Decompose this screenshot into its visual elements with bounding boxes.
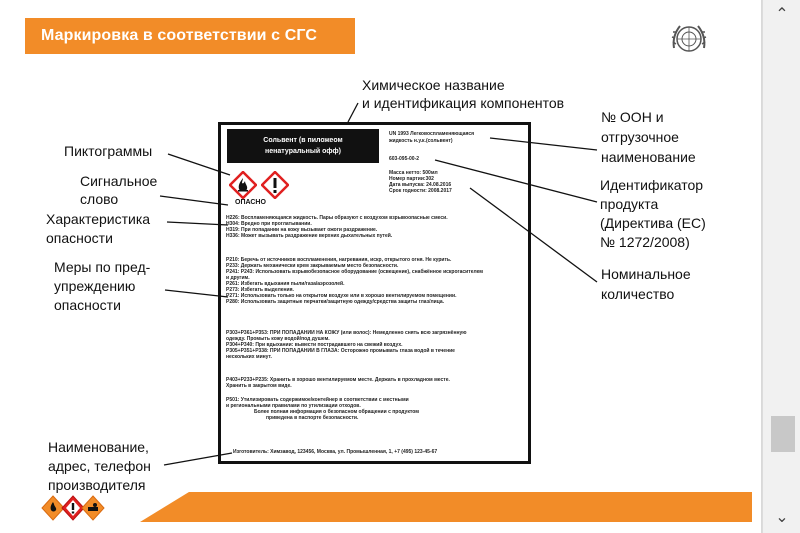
- label-nominal-1: Номинальное: [601, 266, 691, 282]
- precaution-line: и другим.: [226, 275, 250, 281]
- label-product-id-4: № 1272/2008): [600, 234, 690, 250]
- label-signal-word: ОПАСНО: [235, 199, 266, 206]
- label-nominal-2: Номер партии:302: [389, 176, 434, 182]
- label-chemical-name-2: и идентификация компонентов: [362, 95, 565, 111]
- ghs-sample-label: [218, 122, 531, 464]
- label-product-id-1: Идентификатор: [600, 177, 704, 193]
- label-manufacturer-2: адрес, телефон: [48, 458, 151, 474]
- label-precaution-block-b: [226, 330, 467, 360]
- label-pictograms: Пиктограммы: [64, 143, 153, 159]
- precaution-line: и региональными правилами по утилизации отходов.: [226, 403, 361, 409]
- precaution-line: P210: Беречь от источников воспламенения, нагревания, искр, открытого огня. Не курить.: [226, 257, 452, 263]
- precaution-line: P501: Утилизировать содержимое/контейнер в соответствии с местными: [226, 397, 409, 403]
- title-bar: [25, 18, 355, 54]
- label-nominal-3: Дата выпуска: 24.08.2016: [389, 182, 452, 188]
- hazard-line: H336: Может вызывать раздражение верхних дыхательных путей.: [226, 233, 393, 239]
- precaution-line: P305+P351+P338: ПРИ ПОПАДАНИИ В ГЛАЗА: Осторожно промывать глаза водой в течение: [226, 348, 455, 354]
- precaution-line: одежду. Промыть кожу водой/под душем.: [226, 336, 330, 342]
- label-un-text-1: UN 1993 Легковоспламеняющаяся: [389, 131, 475, 137]
- precaution-line: P403+P233+P235: Хранить в хорошо вентилируемом месте. Держать в прохладном месте.: [226, 377, 450, 383]
- label-signal-word-1: Сигнальное: [80, 173, 158, 189]
- label-precaution-block-c: [226, 377, 450, 389]
- hazard-line: H304: Вредно при проглатывании.: [226, 221, 312, 227]
- label-header-line2: ненатуральный офф): [265, 148, 341, 155]
- bottom-accent-bar: [140, 492, 752, 522]
- hazard-line: H226: Воспламеняющаяся жидкость. Пары образуют с воздухом взрывоопасные смеси.: [226, 215, 448, 221]
- label-product-id-3: (Директива (ЕС): [600, 215, 706, 231]
- scroll-down-arrow-icon[interactable]: ⌄: [775, 509, 789, 526]
- label-nominal-4: Срок годности: 2008.2017: [389, 188, 452, 194]
- precaution-line: приведена в паспорте безопасности.: [266, 415, 359, 421]
- scroll-up-arrow-icon[interactable]: ⌃: [775, 6, 789, 23]
- precaution-line: нескольких минут.: [226, 354, 272, 360]
- label-hazard-block: [226, 215, 448, 239]
- label-hazard-2: опасности: [46, 230, 113, 246]
- label-manufacturer-3: производителя: [48, 477, 146, 493]
- vertical-scrollbar[interactable]: [762, 0, 800, 533]
- hazard-line: H319: При попадании на кожу вызывает ожоги раздражение.: [226, 227, 378, 233]
- label-precaution-2: упреждению: [54, 278, 136, 294]
- label-precaution-block-d: [226, 397, 419, 421]
- precaution-line: P273: Избегать выделения.: [226, 287, 294, 293]
- label-un-number-1: № ООН и: [601, 109, 664, 125]
- label-un-number-2: отгрузочное: [601, 129, 679, 145]
- label-product-id: 603-095-00-2: [389, 156, 420, 162]
- label-header-line1: Сольвент (в пиложеом: [263, 137, 343, 144]
- label-hazard-1: Характеристика: [46, 211, 151, 227]
- label-product-header: [227, 129, 379, 163]
- label-precaution-1: Меры по пред-: [54, 259, 151, 275]
- label-precaution-block-a: [226, 257, 483, 305]
- label-manufacturer-text: Изготовитель: Химзавод, 123456, Москва, ул. Промышленная, 1, +7 (495) 123-45-67: [233, 449, 438, 455]
- precaution-line: P280: Использовать защитные перчатки/защитную одежду/средства защиты глаз/лица.: [226, 299, 445, 305]
- precaution-line: P261: Избегать вдыхания пыли/газа/аэрозолей.: [226, 281, 345, 287]
- hazard-pictograms-icon: [40, 494, 120, 524]
- un-emblem-icon: [668, 18, 710, 60]
- precaution-line: P304+P340: При вдыхании: вывести пострадавшего на свежий воздух.: [226, 342, 403, 348]
- scroll-thumb[interactable]: [771, 416, 795, 452]
- precaution-line: P241: P243: Использовать взрывобезопасное оборудование (освещение), снабжённое искрогасителем: [226, 269, 483, 275]
- label-precaution-3: опасности: [54, 297, 121, 313]
- precaution-line: P271: Использовать только на открытом воздухе или в хорошо вентилируемом помещении.: [226, 293, 457, 299]
- precaution-line: Хранить в закрытом виде.: [226, 383, 292, 389]
- flame-pictogram-icon: [229, 171, 257, 199]
- label-chemical-name-1: Химическое название: [362, 77, 505, 93]
- label-un-text-2: жидкость н.у.к.(сольвент): [389, 138, 453, 144]
- slide-title: Маркировка в соответствии с СГС: [41, 27, 317, 44]
- label-nominal-2: количество: [601, 286, 675, 302]
- label-un-number-3: наименование: [601, 149, 696, 165]
- label-signal-word-2: слово: [80, 191, 119, 207]
- precaution-line: P233: Держать механически крем закрываемым место безопасности.: [226, 263, 399, 269]
- label-nominal-1: Масса нетто: 500мл: [389, 170, 438, 176]
- precaution-line: Более полная информация о безопасном обращении с продуктом: [254, 409, 419, 415]
- label-manufacturer-1: Наименование,: [48, 439, 149, 455]
- precaution-line: P303+P361+P353: ПРИ ПОПАДАНИИ НА КОЖУ (или волос): Немедленно снять всю загрязнённую: [226, 330, 467, 336]
- exclamation-pictogram-icon: [261, 171, 289, 199]
- label-product-id-2: продукта: [600, 196, 659, 212]
